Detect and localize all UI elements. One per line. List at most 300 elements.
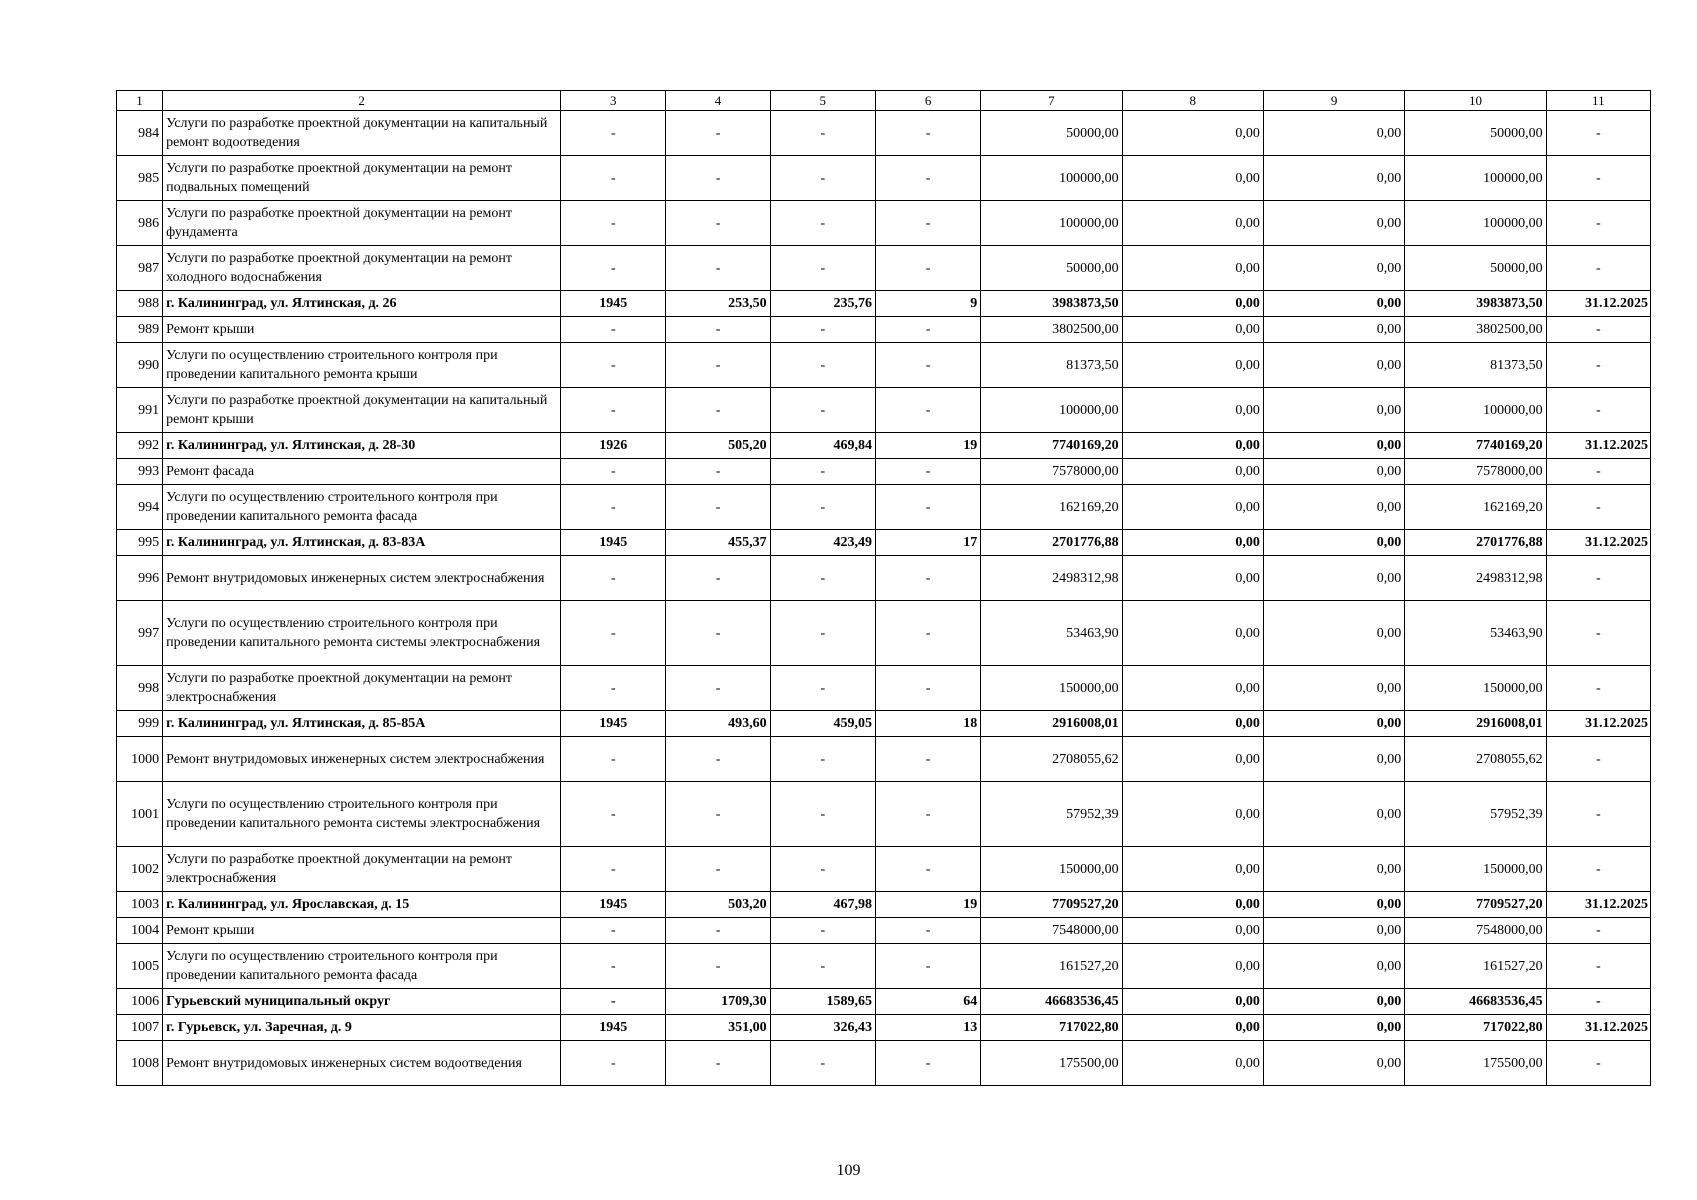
- cell-col7: 2916008,01: [981, 711, 1122, 737]
- cell-col6: 19: [875, 892, 980, 918]
- table-row-address: [117, 433, 1651, 459]
- column-header: 3: [561, 91, 666, 111]
- cell-col5: -: [770, 601, 875, 666]
- row-name: Услуги по осуществлению строительного контроля при проведении капитального ремонта крыши: [163, 343, 561, 388]
- cell-col3: 1945: [561, 1015, 666, 1041]
- cell-col9: 0,00: [1263, 944, 1404, 989]
- cell-col7: 100000,00: [981, 156, 1122, 201]
- row-name: г. Калининград, ул. Ярославская, д. 15: [163, 892, 561, 918]
- cell-col8: 0,00: [1122, 918, 1263, 944]
- cell-col9: 0,00: [1263, 246, 1404, 291]
- cell-col5: 467,98: [770, 892, 875, 918]
- row-name: г. Калининград, ул. Ялтинская, д. 83-83А: [163, 530, 561, 556]
- row-number: 1003: [117, 892, 163, 918]
- cell-col6: 19: [875, 433, 980, 459]
- cell-col4: -: [666, 388, 770, 433]
- table-row: [117, 343, 1651, 388]
- cell-col7: 3802500,00: [981, 317, 1122, 343]
- cell-col8: 0,00: [1122, 343, 1263, 388]
- row-number: 997: [117, 601, 163, 666]
- cell-col6: -: [875, 485, 980, 530]
- row-number: 999: [117, 711, 163, 737]
- row-number: 992: [117, 433, 163, 459]
- cell-col9: 0,00: [1263, 388, 1404, 433]
- cell-col7: 81373,50: [981, 343, 1122, 388]
- cell-col11: 31.12.2025: [1546, 433, 1650, 459]
- cell-col5: -: [770, 737, 875, 782]
- row-name: Ремонт фасада: [163, 459, 561, 485]
- row-name: Услуги по разработке проектной документации на ремонт подвальных помещений: [163, 156, 561, 201]
- cell-col11: -: [1546, 989, 1650, 1015]
- table-row: [117, 601, 1651, 666]
- cell-col10: 2701776,88: [1405, 530, 1546, 556]
- cell-col4: -: [666, 201, 770, 246]
- cell-col10: 3802500,00: [1405, 317, 1546, 343]
- cell-col10: 81373,50: [1405, 343, 1546, 388]
- table-row: [117, 317, 1651, 343]
- row-name: Услуги по осуществлению строительного контроля при проведении капитального ремонта фасада: [163, 485, 561, 530]
- cell-col10: 2498312,98: [1405, 556, 1546, 601]
- cell-col7: 3983873,50: [981, 291, 1122, 317]
- cell-col8: 0,00: [1122, 156, 1263, 201]
- cell-col5: -: [770, 944, 875, 989]
- cell-col10: 7740169,20: [1405, 433, 1546, 459]
- table-row: [117, 246, 1651, 291]
- cell-col11: -: [1546, 317, 1650, 343]
- cell-col5: -: [770, 918, 875, 944]
- cell-col4: -: [666, 317, 770, 343]
- cell-col4: -: [666, 847, 770, 892]
- cell-col3: -: [561, 459, 666, 485]
- cell-col8: 0,00: [1122, 556, 1263, 601]
- cell-col7: 2701776,88: [981, 530, 1122, 556]
- cell-col6: -: [875, 666, 980, 711]
- cell-col8: 0,00: [1122, 737, 1263, 782]
- cell-col7: 50000,00: [981, 246, 1122, 291]
- row-number: 984: [117, 111, 163, 156]
- cell-col6: -: [875, 847, 980, 892]
- cell-col11: -: [1546, 944, 1650, 989]
- cell-col10: 7578000,00: [1405, 459, 1546, 485]
- table-row: [117, 156, 1651, 201]
- row-name: Ремонт внутридомовых инженерных систем электроснабжения: [163, 737, 561, 782]
- cell-col4: 493,60: [666, 711, 770, 737]
- cell-col8: 0,00: [1122, 530, 1263, 556]
- row-number: 1007: [117, 1015, 163, 1041]
- cell-col4: -: [666, 246, 770, 291]
- cell-col3: -: [561, 782, 666, 847]
- column-header: 11: [1546, 91, 1650, 111]
- cell-col10: 7548000,00: [1405, 918, 1546, 944]
- cell-col6: -: [875, 737, 980, 782]
- cell-col10: 57952,39: [1405, 782, 1546, 847]
- cell-col6: -: [875, 459, 980, 485]
- cell-col5: -: [770, 459, 875, 485]
- cell-col10: 150000,00: [1405, 666, 1546, 711]
- cell-col6: 17: [875, 530, 980, 556]
- cell-col5: -: [770, 246, 875, 291]
- cell-col7: 150000,00: [981, 666, 1122, 711]
- column-header: 10: [1405, 91, 1546, 111]
- row-name: Услуги по осуществлению строительного контроля при проведении капитального ремонта фасада: [163, 944, 561, 989]
- table-row: [117, 918, 1651, 944]
- cell-col3: -: [561, 201, 666, 246]
- cell-col10: 2708055,62: [1405, 737, 1546, 782]
- cell-col3: -: [561, 111, 666, 156]
- table-row: [117, 201, 1651, 246]
- cell-col7: 7740169,20: [981, 433, 1122, 459]
- row-name: Услуги по разработке проектной документации на капитальный ремонт водоотведения: [163, 111, 561, 156]
- cell-col5: -: [770, 111, 875, 156]
- column-header: 7: [981, 91, 1122, 111]
- cell-col11: -: [1546, 246, 1650, 291]
- cell-col4: -: [666, 944, 770, 989]
- cell-col3: 1945: [561, 892, 666, 918]
- table-row-address: [117, 711, 1651, 737]
- cell-col5: -: [770, 201, 875, 246]
- cell-col6: -: [875, 246, 980, 291]
- cell-col3: -: [561, 156, 666, 201]
- table-body: [117, 91, 1651, 1086]
- cell-col7: 7578000,00: [981, 459, 1122, 485]
- cell-col10: 53463,90: [1405, 601, 1546, 666]
- cell-col9: 0,00: [1263, 111, 1404, 156]
- cell-col10: 100000,00: [1405, 156, 1546, 201]
- cell-col11: -: [1546, 918, 1650, 944]
- cell-col8: 0,00: [1122, 201, 1263, 246]
- cell-col3: 1945: [561, 711, 666, 737]
- cell-col4: 1709,30: [666, 989, 770, 1015]
- cell-col4: -: [666, 918, 770, 944]
- cell-col4: 505,20: [666, 433, 770, 459]
- page-number: 109: [836, 1162, 861, 1179]
- cell-col11: -: [1546, 388, 1650, 433]
- cell-col10: 2916008,01: [1405, 711, 1546, 737]
- cell-col7: 717022,80: [981, 1015, 1122, 1041]
- cell-col3: -: [561, 601, 666, 666]
- cell-col4: -: [666, 459, 770, 485]
- cell-col10: 175500,00: [1405, 1041, 1546, 1086]
- cell-col8: 0,00: [1122, 601, 1263, 666]
- cell-col6: -: [875, 601, 980, 666]
- cell-col5: 326,43: [770, 1015, 875, 1041]
- row-name: Ремонт крыши: [163, 918, 561, 944]
- table-row-address: [117, 989, 1651, 1015]
- cell-col11: -: [1546, 601, 1650, 666]
- cell-col8: 0,00: [1122, 1015, 1263, 1041]
- row-number: 1005: [117, 944, 163, 989]
- row-number: 987: [117, 246, 163, 291]
- row-number: 988: [117, 291, 163, 317]
- cell-col8: 0,00: [1122, 1041, 1263, 1086]
- row-number: 1000: [117, 737, 163, 782]
- cell-col11: -: [1546, 459, 1650, 485]
- row-number: 998: [117, 666, 163, 711]
- cell-col8: 0,00: [1122, 666, 1263, 711]
- cell-col5: -: [770, 1041, 875, 1086]
- cell-col7: 2708055,62: [981, 737, 1122, 782]
- cell-col11: -: [1546, 737, 1650, 782]
- cell-col5: -: [770, 485, 875, 530]
- cell-col4: -: [666, 111, 770, 156]
- cell-col3: -: [561, 666, 666, 711]
- cell-col8: 0,00: [1122, 847, 1263, 892]
- cell-col4: -: [666, 601, 770, 666]
- cell-col6: -: [875, 918, 980, 944]
- cell-col6: 18: [875, 711, 980, 737]
- row-name: Ремонт внутридомовых инженерных систем водоотведения: [163, 1041, 561, 1086]
- column-header: 2: [163, 91, 561, 111]
- row-number: 991: [117, 388, 163, 433]
- cell-col7: 150000,00: [981, 847, 1122, 892]
- cell-col8: 0,00: [1122, 892, 1263, 918]
- cell-col3: -: [561, 918, 666, 944]
- cell-col3: -: [561, 388, 666, 433]
- cell-col7: 2498312,98: [981, 556, 1122, 601]
- column-header: 9: [1263, 91, 1404, 111]
- cell-col11: 31.12.2025: [1546, 530, 1650, 556]
- row-number: 1004: [117, 918, 163, 944]
- cell-col9: 0,00: [1263, 291, 1404, 317]
- table-row-address: [117, 1015, 1651, 1041]
- cell-col8: 0,00: [1122, 459, 1263, 485]
- cell-col3: -: [561, 485, 666, 530]
- cell-col6: -: [875, 944, 980, 989]
- cell-col10: 717022,80: [1405, 1015, 1546, 1041]
- cell-col9: 0,00: [1263, 485, 1404, 530]
- row-number: 995: [117, 530, 163, 556]
- cell-col11: -: [1546, 782, 1650, 847]
- cell-col8: 0,00: [1122, 989, 1263, 1015]
- column-header: 5: [770, 91, 875, 111]
- cell-col4: -: [666, 343, 770, 388]
- cell-col6: -: [875, 343, 980, 388]
- cell-col11: -: [1546, 485, 1650, 530]
- cell-col9: 0,00: [1263, 530, 1404, 556]
- cell-col8: 0,00: [1122, 246, 1263, 291]
- cell-col10: 162169,20: [1405, 485, 1546, 530]
- cell-col7: 100000,00: [981, 388, 1122, 433]
- cell-col5: -: [770, 847, 875, 892]
- cell-col4: 351,00: [666, 1015, 770, 1041]
- cell-col9: 0,00: [1263, 433, 1404, 459]
- table-row: [117, 459, 1651, 485]
- cell-col10: 7709527,20: [1405, 892, 1546, 918]
- cell-col9: 0,00: [1263, 317, 1404, 343]
- cell-col11: 31.12.2025: [1546, 711, 1650, 737]
- row-name: Услуги по разработке проектной документации на ремонт электроснабжения: [163, 666, 561, 711]
- cell-col3: 1945: [561, 530, 666, 556]
- cell-col7: 162169,20: [981, 485, 1122, 530]
- cell-col9: 0,00: [1263, 459, 1404, 485]
- cell-col5: -: [770, 666, 875, 711]
- cell-col5: -: [770, 156, 875, 201]
- row-name: г. Калининград, ул. Ялтинская, д. 26: [163, 291, 561, 317]
- row-name: Услуги по разработке проектной документации на ремонт электроснабжения: [163, 847, 561, 892]
- cell-col3: -: [561, 847, 666, 892]
- cell-col9: 0,00: [1263, 601, 1404, 666]
- cell-col9: 0,00: [1263, 711, 1404, 737]
- register-table: [116, 90, 1651, 1086]
- cell-col11: -: [1546, 666, 1650, 711]
- row-number: 1002: [117, 847, 163, 892]
- cell-col4: -: [666, 556, 770, 601]
- cell-col8: 0,00: [1122, 782, 1263, 847]
- row-number: 994: [117, 485, 163, 530]
- cell-col4: 455,37: [666, 530, 770, 556]
- cell-col4: -: [666, 156, 770, 201]
- cell-col8: 0,00: [1122, 317, 1263, 343]
- column-header: 6: [875, 91, 980, 111]
- cell-col5: -: [770, 343, 875, 388]
- cell-col6: 13: [875, 1015, 980, 1041]
- row-name: г. Калининград, ул. Ялтинская, д. 85-85А: [163, 711, 561, 737]
- cell-col9: 0,00: [1263, 918, 1404, 944]
- cell-col11: 31.12.2025: [1546, 1015, 1650, 1041]
- cell-col9: 0,00: [1263, 343, 1404, 388]
- cell-col11: -: [1546, 1041, 1650, 1086]
- cell-col8: 0,00: [1122, 388, 1263, 433]
- cell-col11: -: [1546, 201, 1650, 246]
- cell-col9: 0,00: [1263, 782, 1404, 847]
- cell-col5: 459,05: [770, 711, 875, 737]
- row-number: 1001: [117, 782, 163, 847]
- cell-col5: -: [770, 782, 875, 847]
- cell-col5: 423,49: [770, 530, 875, 556]
- cell-col3: -: [561, 1041, 666, 1086]
- cell-col7: 161527,20: [981, 944, 1122, 989]
- cell-col11: -: [1546, 156, 1650, 201]
- cell-col8: 0,00: [1122, 944, 1263, 989]
- cell-col3: -: [561, 989, 666, 1015]
- cell-col6: -: [875, 388, 980, 433]
- cell-col8: 0,00: [1122, 485, 1263, 530]
- cell-col6: -: [875, 317, 980, 343]
- column-number-row: [117, 91, 1651, 111]
- cell-col9: 0,00: [1263, 201, 1404, 246]
- cell-col4: -: [666, 782, 770, 847]
- table-row-address: [117, 530, 1651, 556]
- cell-col3: 1926: [561, 433, 666, 459]
- column-header: 4: [666, 91, 770, 111]
- cell-col4: 503,20: [666, 892, 770, 918]
- cell-col4: -: [666, 1041, 770, 1086]
- row-number: 985: [117, 156, 163, 201]
- cell-col8: 0,00: [1122, 711, 1263, 737]
- table-row-address: [117, 291, 1651, 317]
- cell-col11: -: [1546, 343, 1650, 388]
- cell-col6: -: [875, 111, 980, 156]
- table-row-address: [117, 892, 1651, 918]
- column-header: 8: [1122, 91, 1263, 111]
- cell-col5: 235,76: [770, 291, 875, 317]
- cell-col3: 1945: [561, 291, 666, 317]
- row-number: 1008: [117, 1041, 163, 1086]
- cell-col4: -: [666, 737, 770, 782]
- table-row: [117, 782, 1651, 847]
- table-row: [117, 944, 1651, 989]
- cell-col11: -: [1546, 556, 1650, 601]
- cell-col7: 57952,39: [981, 782, 1122, 847]
- cell-col11: 31.12.2025: [1546, 892, 1650, 918]
- cell-col9: 0,00: [1263, 1041, 1404, 1086]
- table-row: [117, 737, 1651, 782]
- row-name: г. Гурьевск, ул. Заречная, д. 9: [163, 1015, 561, 1041]
- cell-col6: -: [875, 201, 980, 246]
- cell-col7: 50000,00: [981, 111, 1122, 156]
- cell-col5: 1589,65: [770, 989, 875, 1015]
- cell-col3: -: [561, 737, 666, 782]
- row-name: Ремонт крыши: [163, 317, 561, 343]
- table-row: [117, 1041, 1651, 1086]
- cell-col4: 253,50: [666, 291, 770, 317]
- cell-col7: 175500,00: [981, 1041, 1122, 1086]
- row-name: Услуги по разработке проектной документации на ремонт холодного водоснабжения: [163, 246, 561, 291]
- cell-col9: 0,00: [1263, 156, 1404, 201]
- table-row: [117, 556, 1651, 601]
- table-row: [117, 666, 1651, 711]
- cell-col7: 46683536,45: [981, 989, 1122, 1015]
- cell-col5: 469,84: [770, 433, 875, 459]
- row-number: 1006: [117, 989, 163, 1015]
- table-row: [117, 388, 1651, 433]
- row-name: г. Калининград, ул. Ялтинская, д. 28-30: [163, 433, 561, 459]
- row-name: Услуги по осуществлению строительного контроля при проведении капитального ремонта системы электроснабжения: [163, 782, 561, 847]
- cell-col9: 0,00: [1263, 737, 1404, 782]
- row-number: 989: [117, 317, 163, 343]
- cell-col4: -: [666, 666, 770, 711]
- cell-col10: 150000,00: [1405, 847, 1546, 892]
- row-name: Услуги по осуществлению строительного контроля при проведении капитального ремонта системы электроснабжения: [163, 601, 561, 666]
- cell-col4: -: [666, 485, 770, 530]
- cell-col9: 0,00: [1263, 666, 1404, 711]
- cell-col3: -: [561, 317, 666, 343]
- cell-col10: 50000,00: [1405, 246, 1546, 291]
- row-name: Ремонт внутридомовых инженерных систем электроснабжения: [163, 556, 561, 601]
- cell-col9: 0,00: [1263, 556, 1404, 601]
- cell-col11: -: [1546, 111, 1650, 156]
- cell-col9: 0,00: [1263, 989, 1404, 1015]
- cell-col8: 0,00: [1122, 291, 1263, 317]
- cell-col3: -: [561, 343, 666, 388]
- cell-col9: 0,00: [1263, 1015, 1404, 1041]
- cell-col3: -: [561, 944, 666, 989]
- cell-col10: 100000,00: [1405, 388, 1546, 433]
- cell-col6: 9: [875, 291, 980, 317]
- cell-col5: -: [770, 388, 875, 433]
- cell-col10: 100000,00: [1405, 201, 1546, 246]
- cell-col11: 31.12.2025: [1546, 291, 1650, 317]
- cell-col6: -: [875, 1041, 980, 1086]
- row-name: Услуги по разработке проектной документации на капитальный ремонт крыши: [163, 388, 561, 433]
- row-number: 990: [117, 343, 163, 388]
- row-name: Услуги по разработке проектной документации на ремонт фундамента: [163, 201, 561, 246]
- cell-col3: -: [561, 556, 666, 601]
- cell-col6: -: [875, 782, 980, 847]
- cell-col9: 0,00: [1263, 892, 1404, 918]
- cell-col6: -: [875, 556, 980, 601]
- cell-col7: 100000,00: [981, 201, 1122, 246]
- cell-col6: 64: [875, 989, 980, 1015]
- table-row: [117, 111, 1651, 156]
- row-number: 996: [117, 556, 163, 601]
- cell-col11: -: [1546, 847, 1650, 892]
- row-number: 993: [117, 459, 163, 485]
- cell-col10: 46683536,45: [1405, 989, 1546, 1015]
- cell-col9: 0,00: [1263, 847, 1404, 892]
- table-row: [117, 485, 1651, 530]
- cell-col5: -: [770, 317, 875, 343]
